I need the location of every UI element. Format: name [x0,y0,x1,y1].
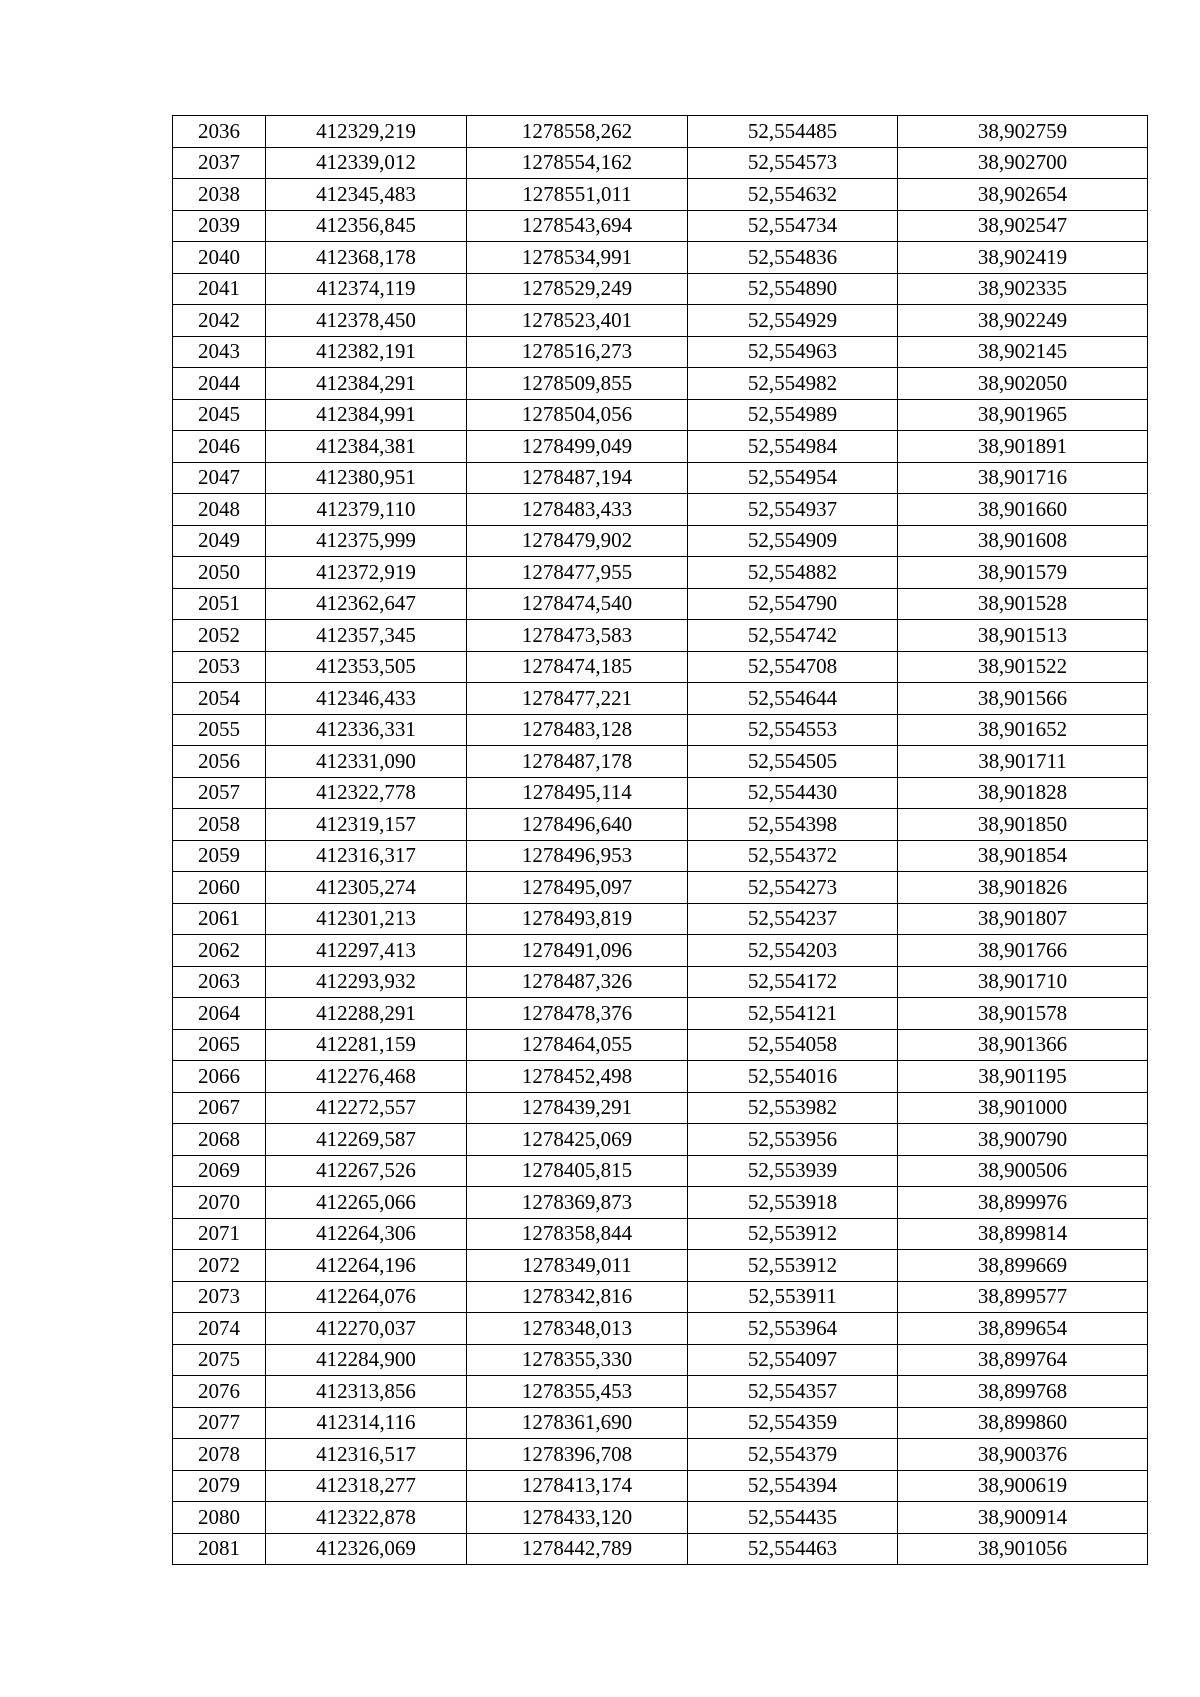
latitude-cell: 52,554273 [688,872,898,904]
longitude-cell: 38,901652 [898,714,1148,746]
table-row [173,305,1148,337]
y-coordinate-cell: 1278495,097 [467,872,688,904]
table-row [173,1470,1148,1502]
x-coordinate-cell: 412357,345 [266,620,467,652]
latitude-cell: 52,554937 [688,494,898,526]
x-coordinate-cell: 412272,557 [266,1092,467,1124]
y-coordinate-cell: 1278504,056 [467,399,688,431]
latitude-cell: 52,554929 [688,305,898,337]
table-row [173,1250,1148,1282]
table-row [173,1218,1148,1250]
point-number-cell: 2054 [173,683,266,715]
point-number-cell: 2077 [173,1407,266,1439]
y-coordinate-cell: 1278558,262 [467,116,688,148]
table-row [173,872,1148,904]
y-coordinate-cell: 1278479,902 [467,525,688,557]
y-coordinate-cell: 1278477,221 [467,683,688,715]
longitude-cell: 38,902249 [898,305,1148,337]
x-coordinate-cell: 412322,878 [266,1502,467,1534]
x-coordinate-cell: 412281,159 [266,1029,467,1061]
y-coordinate-cell: 1278496,953 [467,840,688,872]
coordinates-table-body [173,116,1148,1565]
table-row [173,1155,1148,1187]
point-number-cell: 2071 [173,1218,266,1250]
table-row [173,147,1148,179]
latitude-cell: 52,553912 [688,1218,898,1250]
table-row [173,557,1148,589]
point-number-cell: 2040 [173,242,266,274]
x-coordinate-cell: 412264,076 [266,1281,467,1313]
longitude-cell: 38,899768 [898,1376,1148,1408]
point-number-cell: 2041 [173,273,266,305]
point-number-cell: 2080 [173,1502,266,1534]
latitude-cell: 52,554463 [688,1533,898,1565]
x-coordinate-cell: 412368,178 [266,242,467,274]
point-number-cell: 2070 [173,1187,266,1219]
latitude-cell: 52,554989 [688,399,898,431]
longitude-cell: 38,901660 [898,494,1148,526]
point-number-cell: 2053 [173,651,266,683]
latitude-cell: 52,554016 [688,1061,898,1093]
latitude-cell: 52,554890 [688,273,898,305]
table-row [173,840,1148,872]
latitude-cell: 52,554909 [688,525,898,557]
y-coordinate-cell: 1278543,694 [467,210,688,242]
longitude-cell: 38,901578 [898,998,1148,1030]
x-coordinate-cell: 412384,291 [266,368,467,400]
y-coordinate-cell: 1278361,690 [467,1407,688,1439]
longitude-cell: 38,902419 [898,242,1148,274]
x-coordinate-cell: 412318,277 [266,1470,467,1502]
latitude-cell: 52,554836 [688,242,898,274]
latitude-cell: 52,554172 [688,966,898,998]
latitude-cell: 52,554097 [688,1344,898,1376]
latitude-cell: 52,554398 [688,809,898,841]
point-number-cell: 2051 [173,588,266,620]
table-row [173,179,1148,211]
y-coordinate-cell: 1278483,433 [467,494,688,526]
longitude-cell: 38,901711 [898,746,1148,778]
x-coordinate-cell: 412313,856 [266,1376,467,1408]
y-coordinate-cell: 1278405,815 [467,1155,688,1187]
latitude-cell: 52,554708 [688,651,898,683]
x-coordinate-cell: 412372,919 [266,557,467,589]
table-row [173,1502,1148,1534]
longitude-cell: 38,901891 [898,431,1148,463]
y-coordinate-cell: 1278433,120 [467,1502,688,1534]
table-row [173,525,1148,557]
y-coordinate-cell: 1278491,096 [467,935,688,967]
y-coordinate-cell: 1278534,991 [467,242,688,274]
x-coordinate-cell: 412267,526 [266,1155,467,1187]
longitude-cell: 38,900790 [898,1124,1148,1156]
y-coordinate-cell: 1278355,330 [467,1344,688,1376]
table-row [173,116,1148,148]
latitude-cell: 52,554963 [688,336,898,368]
latitude-cell: 52,553939 [688,1155,898,1187]
latitude-cell: 52,554553 [688,714,898,746]
x-coordinate-cell: 412270,037 [266,1313,467,1345]
table-row [173,1533,1148,1565]
x-coordinate-cell: 412297,413 [266,935,467,967]
table-row [173,714,1148,746]
x-coordinate-cell: 412382,191 [266,336,467,368]
longitude-cell: 38,899814 [898,1218,1148,1250]
point-number-cell: 2078 [173,1439,266,1471]
y-coordinate-cell: 1278529,249 [467,273,688,305]
table-row [173,1061,1148,1093]
longitude-cell: 38,901522 [898,651,1148,683]
y-coordinate-cell: 1278442,789 [467,1533,688,1565]
latitude-cell: 52,553918 [688,1187,898,1219]
longitude-cell: 38,901854 [898,840,1148,872]
y-coordinate-cell: 1278496,640 [467,809,688,841]
longitude-cell: 38,901195 [898,1061,1148,1093]
point-number-cell: 2060 [173,872,266,904]
longitude-cell: 38,900506 [898,1155,1148,1187]
latitude-cell: 52,554203 [688,935,898,967]
x-coordinate-cell: 412346,433 [266,683,467,715]
point-number-cell: 2055 [173,714,266,746]
table-row [173,1029,1148,1061]
x-coordinate-cell: 412374,119 [266,273,467,305]
point-number-cell: 2074 [173,1313,266,1345]
y-coordinate-cell: 1278477,955 [467,557,688,589]
point-number-cell: 2058 [173,809,266,841]
x-coordinate-cell: 412288,291 [266,998,467,1030]
longitude-cell: 38,901056 [898,1533,1148,1565]
longitude-cell: 38,899860 [898,1407,1148,1439]
y-coordinate-cell: 1278348,013 [467,1313,688,1345]
point-number-cell: 2061 [173,903,266,935]
x-coordinate-cell: 412356,845 [266,210,467,242]
latitude-cell: 52,554430 [688,777,898,809]
table-row [173,620,1148,652]
table-row [173,966,1148,998]
point-number-cell: 2039 [173,210,266,242]
x-coordinate-cell: 412345,483 [266,179,467,211]
latitude-cell: 52,553982 [688,1092,898,1124]
table-row [173,1281,1148,1313]
latitude-cell: 52,554573 [688,147,898,179]
y-coordinate-cell: 1278487,178 [467,746,688,778]
table-row [173,903,1148,935]
table-row [173,683,1148,715]
longitude-cell: 38,902700 [898,147,1148,179]
y-coordinate-cell: 1278554,162 [467,147,688,179]
latitude-cell: 52,554644 [688,683,898,715]
table-row [173,1092,1148,1124]
y-coordinate-cell: 1278487,326 [467,966,688,998]
y-coordinate-cell: 1278509,855 [467,368,688,400]
longitude-cell: 38,902547 [898,210,1148,242]
x-coordinate-cell: 412353,505 [266,651,467,683]
table-row [173,1124,1148,1156]
latitude-cell: 52,554984 [688,431,898,463]
longitude-cell: 38,901000 [898,1092,1148,1124]
latitude-cell: 52,554632 [688,179,898,211]
x-coordinate-cell: 412276,468 [266,1061,467,1093]
longitude-cell: 38,901828 [898,777,1148,809]
table-row [173,431,1148,463]
y-coordinate-cell: 1278369,873 [467,1187,688,1219]
y-coordinate-cell: 1278396,708 [467,1439,688,1471]
latitude-cell: 52,554734 [688,210,898,242]
point-number-cell: 2072 [173,1250,266,1282]
y-coordinate-cell: 1278452,498 [467,1061,688,1093]
longitude-cell: 38,901566 [898,683,1148,715]
table-row [173,1344,1148,1376]
longitude-cell: 38,901965 [898,399,1148,431]
x-coordinate-cell: 412316,317 [266,840,467,872]
point-number-cell: 2064 [173,998,266,1030]
point-number-cell: 2045 [173,399,266,431]
y-coordinate-cell: 1278495,114 [467,777,688,809]
x-coordinate-cell: 412305,274 [266,872,467,904]
longitude-cell: 38,899976 [898,1187,1148,1219]
point-number-cell: 2043 [173,336,266,368]
y-coordinate-cell: 1278358,844 [467,1218,688,1250]
y-coordinate-cell: 1278349,011 [467,1250,688,1282]
latitude-cell: 52,554882 [688,557,898,589]
x-coordinate-cell: 412319,157 [266,809,467,841]
longitude-cell: 38,900619 [898,1470,1148,1502]
latitude-cell: 52,554357 [688,1376,898,1408]
latitude-cell: 52,554790 [688,588,898,620]
latitude-cell: 52,554379 [688,1439,898,1471]
x-coordinate-cell: 412384,381 [266,431,467,463]
table-row [173,1439,1148,1471]
point-number-cell: 2063 [173,966,266,998]
latitude-cell: 52,553911 [688,1281,898,1313]
x-coordinate-cell: 412380,951 [266,462,467,494]
latitude-cell: 52,553912 [688,1250,898,1282]
x-coordinate-cell: 412264,306 [266,1218,467,1250]
longitude-cell: 38,902759 [898,116,1148,148]
latitude-cell: 52,554372 [688,840,898,872]
point-number-cell: 2079 [173,1470,266,1502]
latitude-cell: 52,554058 [688,1029,898,1061]
longitude-cell: 38,900376 [898,1439,1148,1471]
table-row [173,998,1148,1030]
longitude-cell: 38,901513 [898,620,1148,652]
table-row [173,651,1148,683]
table-row [173,242,1148,274]
point-number-cell: 2066 [173,1061,266,1093]
longitude-cell: 38,901579 [898,557,1148,589]
latitude-cell: 52,554954 [688,462,898,494]
longitude-cell: 38,901716 [898,462,1148,494]
y-coordinate-cell: 1278464,055 [467,1029,688,1061]
longitude-cell: 38,901826 [898,872,1148,904]
point-number-cell: 2069 [173,1155,266,1187]
y-coordinate-cell: 1278478,376 [467,998,688,1030]
table-row [173,1313,1148,1345]
x-coordinate-cell: 412293,932 [266,966,467,998]
latitude-cell: 52,554359 [688,1407,898,1439]
coordinates-table [172,115,1148,1565]
latitude-cell: 52,554237 [688,903,898,935]
latitude-cell: 52,554742 [688,620,898,652]
x-coordinate-cell: 412264,196 [266,1250,467,1282]
longitude-cell: 38,899577 [898,1281,1148,1313]
point-number-cell: 2046 [173,431,266,463]
longitude-cell: 38,900914 [898,1502,1148,1534]
table-row [173,462,1148,494]
table-row [173,588,1148,620]
point-number-cell: 2081 [173,1533,266,1565]
x-coordinate-cell: 412378,450 [266,305,467,337]
longitude-cell: 38,902050 [898,368,1148,400]
y-coordinate-cell: 1278483,128 [467,714,688,746]
table-row [173,1407,1148,1439]
longitude-cell: 38,901766 [898,935,1148,967]
latitude-cell: 52,554505 [688,746,898,778]
latitude-cell: 52,554982 [688,368,898,400]
point-number-cell: 2036 [173,116,266,148]
y-coordinate-cell: 1278342,816 [467,1281,688,1313]
x-coordinate-cell: 412326,069 [266,1533,467,1565]
y-coordinate-cell: 1278551,011 [467,179,688,211]
x-coordinate-cell: 412375,999 [266,525,467,557]
point-number-cell: 2062 [173,935,266,967]
point-number-cell: 2050 [173,557,266,589]
y-coordinate-cell: 1278493,819 [467,903,688,935]
point-number-cell: 2056 [173,746,266,778]
point-number-cell: 2037 [173,147,266,179]
table-row [173,1187,1148,1219]
x-coordinate-cell: 412379,110 [266,494,467,526]
point-number-cell: 2068 [173,1124,266,1156]
x-coordinate-cell: 412384,991 [266,399,467,431]
latitude-cell: 52,554435 [688,1502,898,1534]
latitude-cell: 52,554485 [688,116,898,148]
longitude-cell: 38,901710 [898,966,1148,998]
x-coordinate-cell: 412322,778 [266,777,467,809]
latitude-cell: 52,553964 [688,1313,898,1345]
point-number-cell: 2076 [173,1376,266,1408]
table-row [173,210,1148,242]
longitude-cell: 38,902335 [898,273,1148,305]
y-coordinate-cell: 1278523,401 [467,305,688,337]
table-row [173,273,1148,305]
x-coordinate-cell: 412316,517 [266,1439,467,1471]
table-row [173,777,1148,809]
x-coordinate-cell: 412329,219 [266,116,467,148]
point-number-cell: 2042 [173,305,266,337]
point-number-cell: 2059 [173,840,266,872]
point-number-cell: 2067 [173,1092,266,1124]
y-coordinate-cell: 1278425,069 [467,1124,688,1156]
point-number-cell: 2065 [173,1029,266,1061]
longitude-cell: 38,901366 [898,1029,1148,1061]
point-number-cell: 2057 [173,777,266,809]
longitude-cell: 38,901528 [898,588,1148,620]
x-coordinate-cell: 412301,213 [266,903,467,935]
y-coordinate-cell: 1278413,174 [467,1470,688,1502]
y-coordinate-cell: 1278355,453 [467,1376,688,1408]
longitude-cell: 38,902654 [898,179,1148,211]
table-row [173,809,1148,841]
y-coordinate-cell: 1278439,291 [467,1092,688,1124]
table-row [173,1376,1148,1408]
y-coordinate-cell: 1278474,540 [467,588,688,620]
table-row [173,399,1148,431]
table-row [173,368,1148,400]
point-number-cell: 2038 [173,179,266,211]
longitude-cell: 38,901850 [898,809,1148,841]
y-coordinate-cell: 1278473,583 [467,620,688,652]
longitude-cell: 38,899669 [898,1250,1148,1282]
point-number-cell: 2052 [173,620,266,652]
x-coordinate-cell: 412362,647 [266,588,467,620]
point-number-cell: 2047 [173,462,266,494]
point-number-cell: 2075 [173,1344,266,1376]
y-coordinate-cell: 1278499,049 [467,431,688,463]
point-number-cell: 2048 [173,494,266,526]
table-row [173,336,1148,368]
longitude-cell: 38,901807 [898,903,1148,935]
x-coordinate-cell: 412331,090 [266,746,467,778]
x-coordinate-cell: 412314,116 [266,1407,467,1439]
x-coordinate-cell: 412284,900 [266,1344,467,1376]
longitude-cell: 38,899654 [898,1313,1148,1345]
table-row [173,494,1148,526]
longitude-cell: 38,899764 [898,1344,1148,1376]
latitude-cell: 52,554121 [688,998,898,1030]
latitude-cell: 52,554394 [688,1470,898,1502]
x-coordinate-cell: 412336,331 [266,714,467,746]
table-row [173,935,1148,967]
x-coordinate-cell: 412265,066 [266,1187,467,1219]
point-number-cell: 2073 [173,1281,266,1313]
y-coordinate-cell: 1278487,194 [467,462,688,494]
longitude-cell: 38,902145 [898,336,1148,368]
y-coordinate-cell: 1278516,273 [467,336,688,368]
y-coordinate-cell: 1278474,185 [467,651,688,683]
latitude-cell: 52,553956 [688,1124,898,1156]
x-coordinate-cell: 412269,587 [266,1124,467,1156]
point-number-cell: 2049 [173,525,266,557]
longitude-cell: 38,901608 [898,525,1148,557]
table-row [173,746,1148,778]
point-number-cell: 2044 [173,368,266,400]
x-coordinate-cell: 412339,012 [266,147,467,179]
